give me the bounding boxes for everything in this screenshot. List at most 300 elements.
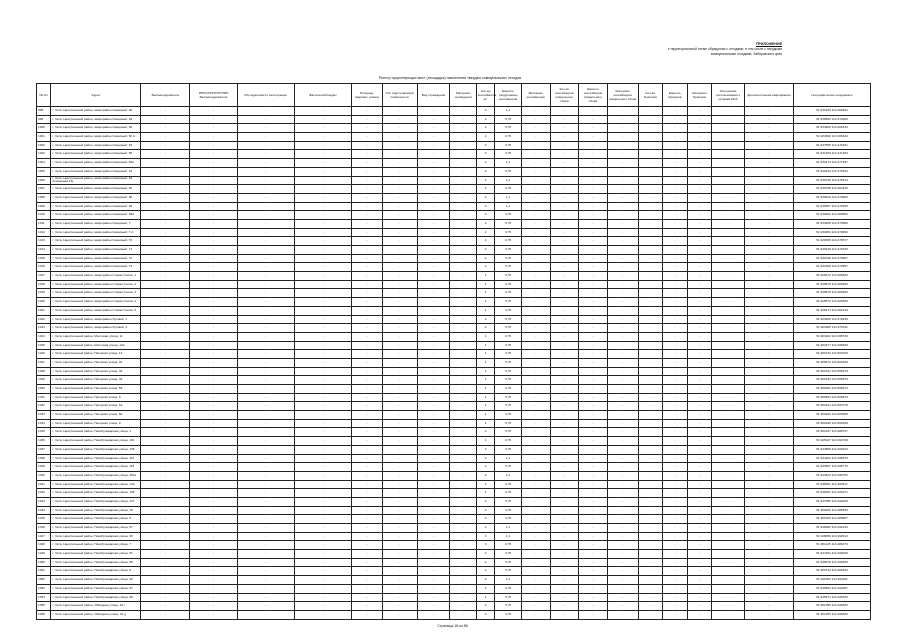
container-volume-cell: 0,75 (495, 506, 522, 515)
container-volume-cell: 0,75 (495, 167, 522, 176)
empty-value-cell: - (417, 367, 450, 376)
table-row (37, 402, 871, 411)
empty-value-cell: - (190, 376, 237, 385)
empty-value-cell: - (712, 541, 745, 550)
empty-value-cell: - (663, 332, 688, 341)
empty-value-cell: - (450, 602, 477, 611)
address-cell: г. Чита, Центральный район, Новобульварная улица, 113 (51, 463, 141, 472)
empty-value-cell: - (294, 332, 351, 341)
empty-value-cell: - (450, 480, 477, 489)
empty-value-cell: - (190, 428, 237, 437)
empty-value-cell: - (450, 558, 477, 567)
row-number: 1045 (37, 515, 51, 524)
empty-value-cell: - (521, 367, 550, 376)
empty-value-cell: - (607, 350, 638, 359)
empty-value-cell: - (687, 506, 712, 515)
empty-value-cell: - (382, 576, 417, 585)
empty-value-cell: - (237, 263, 294, 272)
empty-value-cell: - (550, 167, 579, 176)
row-number: 1041 (37, 480, 51, 489)
empty-value-cell: - (712, 289, 745, 298)
empty-value-cell: - (521, 610, 550, 619)
empty-value-cell: - (744, 324, 793, 333)
empty-value-cell: - (450, 159, 477, 168)
container-volume-cell: 1,1 (495, 576, 522, 585)
container-count-cell: 2 (476, 159, 494, 168)
empty-value-cell: - (638, 541, 663, 550)
empty-value-cell: - (294, 315, 351, 324)
table-row (37, 524, 871, 533)
empty-value-cell: - (579, 176, 608, 185)
empty-value-cell: - (579, 393, 608, 402)
empty-value-cell: - (550, 306, 579, 315)
container-volume-cell: 0,75 (495, 211, 522, 220)
empty-value-cell: - (382, 246, 417, 255)
container-count-cell: 3 (476, 524, 494, 533)
empty-value-cell: - (712, 124, 745, 133)
empty-value-cell: - (382, 419, 417, 428)
container-volume-cell: 0,75 (495, 358, 522, 367)
empty-value-cell: - (550, 532, 579, 541)
empty-value-cell: - (141, 445, 190, 454)
empty-value-cell: - (521, 246, 550, 255)
empty-value-cell: - (521, 332, 550, 341)
empty-value-cell: - (237, 176, 294, 185)
empty-value-cell: - (744, 341, 793, 350)
empty-value-cell: - (352, 506, 383, 515)
table-row (37, 202, 871, 211)
empty-value-cell: - (382, 411, 417, 420)
empty-value-cell: - (744, 141, 793, 150)
empty-value-cell: - (663, 306, 688, 315)
empty-value-cell: - (141, 150, 190, 159)
empty-value-cell: - (638, 332, 663, 341)
address-cell: г. Чита, Центральный район, Нагорная улица, 62 (51, 402, 141, 411)
empty-value-cell: - (638, 402, 663, 411)
empty-value-cell: - (579, 159, 608, 168)
empty-value-cell: - (550, 376, 579, 385)
empty-value-cell: - (638, 419, 663, 428)
empty-value-cell: - (744, 445, 793, 454)
address-cell: г. Чита, Центральный район, Нагорная улица, 14 (51, 350, 141, 359)
empty-value-cell: - (294, 402, 351, 411)
empty-value-cell: - (744, 332, 793, 341)
empty-value-cell: - (579, 515, 608, 524)
empty-value-cell: - (294, 159, 351, 168)
column-header: № п/п (37, 84, 51, 107)
empty-value-cell: - (352, 532, 383, 541)
row-number: 1035 (37, 428, 51, 437)
empty-value-cell: - (294, 541, 351, 550)
row-number: 1043 (37, 497, 51, 506)
table-row (37, 428, 871, 437)
empty-value-cell: - (352, 584, 383, 593)
empty-value-cell: - (607, 315, 638, 324)
empty-value-cell: - (638, 324, 663, 333)
empty-value-cell: - (382, 298, 417, 307)
empty-value-cell: - (521, 202, 550, 211)
empty-value-cell: - (638, 315, 663, 324)
empty-value-cell: - (382, 524, 417, 533)
empty-value-cell: - (352, 385, 383, 394)
empty-value-cell: - (237, 428, 294, 437)
empty-value-cell: - (638, 411, 663, 420)
column-header: ИНН/ОГРН/ОГРНИП Балансодержателя (190, 84, 237, 107)
empty-value-cell: - (521, 159, 550, 168)
empty-value-cell: - (638, 124, 663, 133)
empty-value-cell: - (294, 211, 351, 220)
empty-value-cell: - (744, 202, 793, 211)
empty-value-cell: - (141, 254, 190, 263)
empty-value-cell: - (607, 584, 638, 593)
empty-value-cell: - (382, 289, 417, 298)
empty-value-cell: - (352, 219, 383, 228)
empty-value-cell: - (141, 506, 190, 515)
empty-value-cell: - (712, 576, 745, 585)
empty-value-cell: - (638, 228, 663, 237)
empty-value-cell: - (352, 263, 383, 272)
empty-value-cell: - (638, 141, 663, 150)
empty-value-cell: - (417, 289, 450, 298)
empty-value-cell: - (607, 341, 638, 350)
empty-value-cell: - (237, 289, 294, 298)
empty-value-cell: - (579, 272, 608, 281)
empty-value-cell: - (417, 393, 450, 402)
empty-value-cell: - (607, 463, 638, 472)
empty-value-cell: - (190, 289, 237, 298)
container-volume-cell: 0,75 (495, 584, 522, 593)
table-row (37, 358, 871, 367)
container-volume-cell: 0,75 (495, 219, 522, 228)
empty-value-cell: - (450, 471, 477, 480)
empty-value-cell: - (687, 480, 712, 489)
empty-value-cell: - (607, 550, 638, 559)
empty-value-cell: - (607, 576, 638, 585)
empty-value-cell: - (607, 419, 638, 428)
empty-value-cell: - (141, 211, 190, 220)
coordinates-cell: 51.940215 113.470345 (794, 246, 871, 255)
empty-value-cell: - (352, 610, 383, 619)
coordinates-cell: 51.949051 113.493271 (794, 489, 871, 498)
coordinates-cell: 51.939626 113.470694 (794, 193, 871, 202)
empty-value-cell: - (417, 280, 450, 289)
empty-value-cell: - (417, 237, 450, 246)
empty-value-cell: - (190, 150, 237, 159)
address-cell: г. Чита, Центральный район, микрорайон Луговой, 1 (51, 315, 141, 324)
address-cell: г. Чита, Центральный район, Новобульварная улица, 101 (51, 437, 141, 446)
empty-value-cell: - (352, 358, 383, 367)
empty-value-cell: - (638, 437, 663, 446)
empty-value-cell: - (607, 254, 638, 263)
empty-value-cell: - (687, 237, 712, 246)
empty-value-cell: - (663, 550, 688, 559)
empty-value-cell: - (638, 358, 663, 367)
empty-value-cell: - (663, 219, 688, 228)
empty-value-cell: - (687, 445, 712, 454)
empty-value-cell: - (712, 150, 745, 159)
empty-value-cell: - (663, 576, 688, 585)
empty-value-cell: - (550, 411, 579, 420)
empty-value-cell: - (141, 567, 190, 576)
container-count-cell: 1 (476, 367, 494, 376)
empty-value-cell: - (550, 115, 579, 124)
empty-value-cell: - (190, 411, 237, 420)
container-count-cell: 1 (476, 489, 494, 498)
empty-value-cell: - (450, 385, 477, 394)
column-header: Юр.адрес/место регистрации (237, 84, 294, 107)
empty-value-cell: - (294, 376, 351, 385)
empty-value-cell: - (607, 306, 638, 315)
empty-value-cell: - (638, 306, 663, 315)
empty-value-cell: - (237, 524, 294, 533)
empty-value-cell: - (579, 463, 608, 472)
empty-value-cell: - (141, 602, 190, 611)
empty-value-cell: - (190, 541, 237, 550)
empty-value-cell: - (579, 193, 608, 202)
container-count-cell: 2 (476, 515, 494, 524)
address-cell: г. Чита, Центральный район, Новобульварная улица, 7 (51, 541, 141, 550)
row-number: 1025 (37, 341, 51, 350)
empty-value-cell: - (294, 428, 351, 437)
empty-value-cell: - (663, 193, 688, 202)
empty-value-cell: - (141, 593, 190, 602)
empty-value-cell: - (663, 445, 688, 454)
empty-value-cell: - (744, 480, 793, 489)
empty-value-cell: - (352, 176, 383, 185)
empty-value-cell: - (352, 471, 383, 480)
container-volume-cell: 0,75 (495, 289, 522, 298)
empty-value-cell: - (744, 150, 793, 159)
empty-value-cell: - (237, 272, 294, 281)
empty-value-cell: - (687, 593, 712, 602)
empty-value-cell: - (417, 524, 450, 533)
empty-value-cell: - (382, 506, 417, 515)
container-count-cell: 1 (476, 272, 494, 281)
row-number: 1046 (37, 524, 51, 533)
empty-value-cell: - (382, 306, 417, 315)
empty-value-cell: - (521, 489, 550, 498)
empty-value-cell: - (687, 437, 712, 446)
empty-value-cell: - (712, 376, 745, 385)
empty-value-cell: - (417, 558, 450, 567)
empty-value-cell: - (141, 185, 190, 194)
empty-value-cell: - (417, 272, 450, 281)
empty-value-cell: - (190, 393, 237, 402)
column-header: Тип подстилающей поверхности (382, 84, 417, 107)
empty-value-cell: - (521, 176, 550, 185)
empty-value-cell: - (607, 428, 638, 437)
table-row (37, 115, 871, 124)
empty-value-cell: - (521, 254, 550, 263)
empty-value-cell: - (141, 541, 190, 550)
table-row (37, 185, 871, 194)
container-count-cell: 1 (476, 350, 494, 359)
empty-value-cell: - (352, 228, 383, 237)
empty-value-cell: - (579, 454, 608, 463)
container-count-cell: 4 (476, 480, 494, 489)
empty-value-cell: - (607, 298, 638, 307)
row-number: 1024 (37, 332, 51, 341)
empty-value-cell: - (521, 341, 550, 350)
empty-value-cell: - (352, 193, 383, 202)
empty-value-cell: - (352, 593, 383, 602)
empty-value-cell: - (190, 211, 237, 220)
row-number: 1030 (37, 385, 51, 394)
empty-value-cell: - (579, 289, 608, 298)
empty-value-cell: - (417, 306, 450, 315)
empty-value-cell: - (687, 115, 712, 124)
coordinates-cell: 51.951355 113.496383 (794, 610, 871, 619)
coordinates-cell: 51.923606 113.479436 (794, 315, 871, 324)
empty-value-cell: - (663, 567, 688, 576)
row-number: 1003 (37, 150, 51, 159)
address-cell: г. Чита, Центральный район, Новобульварная улица, 15 (51, 506, 141, 515)
empty-value-cell: - (638, 263, 663, 272)
address-cell: г. Чита, Центральный район, микрорайон Северный, 73 (51, 263, 141, 272)
empty-value-cell: - (579, 489, 608, 498)
empty-value-cell: - (237, 228, 294, 237)
empty-value-cell: - (579, 506, 608, 515)
container-volume-cell: 1,1 (495, 202, 522, 211)
address-cell: г. Чита, Центральный район, микрорайон Старая Сосна, 3 (51, 289, 141, 298)
empty-value-cell: - (579, 480, 608, 489)
container-count-cell: 2 (476, 237, 494, 246)
empty-value-cell: - (237, 324, 294, 333)
empty-value-cell: - (450, 133, 477, 142)
empty-value-cell: - (450, 489, 477, 498)
coordinates-cell: 51.950733 113.500706 (794, 350, 871, 359)
empty-value-cell: - (687, 463, 712, 472)
empty-value-cell: - (190, 324, 237, 333)
empty-value-cell: - (237, 506, 294, 515)
empty-value-cell: - (712, 159, 745, 168)
address-cell: г. Чита, Центральный район, Нагорная улица, 32 (51, 358, 141, 367)
empty-value-cell: - (352, 541, 383, 550)
container-volume-cell: 0,75 (495, 437, 522, 446)
container-count-cell: 4 (476, 567, 494, 576)
row-number: 1054 (37, 593, 51, 602)
empty-value-cell: - (638, 550, 663, 559)
empty-value-cell: - (294, 506, 351, 515)
empty-value-cell: - (744, 358, 793, 367)
empty-value-cell: - (190, 176, 237, 185)
empty-value-cell: - (607, 280, 638, 289)
empty-value-cell: - (638, 515, 663, 524)
table-row (37, 219, 871, 228)
empty-value-cell: - (744, 367, 793, 376)
empty-value-cell: - (141, 124, 190, 133)
address-cell: г. Чита, Центральный район, Новобульварная улица, 143 (51, 480, 141, 489)
empty-value-cell: - (237, 202, 294, 211)
container-count-cell: 3 (476, 532, 494, 541)
empty-value-cell: - (687, 280, 712, 289)
row-number: 1010 (37, 211, 51, 220)
empty-value-cell: - (450, 463, 477, 472)
container-count-cell: 2 (476, 584, 494, 593)
container-volume-cell: 1,1 (495, 454, 522, 463)
empty-value-cell: - (237, 463, 294, 472)
empty-value-cell: - (638, 202, 663, 211)
empty-value-cell: - (141, 263, 190, 272)
empty-value-cell: - (663, 350, 688, 359)
empty-value-cell: - (237, 532, 294, 541)
empty-value-cell: - (607, 593, 638, 602)
table-row (37, 567, 871, 576)
empty-value-cell: - (663, 246, 688, 255)
empty-value-cell: - (638, 393, 663, 402)
empty-value-cell: - (382, 497, 417, 506)
empty-value-cell: - (141, 280, 190, 289)
empty-value-cell: - (687, 489, 712, 498)
empty-value-cell: - (579, 445, 608, 454)
empty-value-cell: - (712, 524, 745, 533)
empty-value-cell: - (417, 550, 450, 559)
empty-value-cell: - (417, 576, 450, 585)
empty-value-cell: - (607, 358, 638, 367)
empty-value-cell: - (712, 471, 745, 480)
empty-value-cell: - (579, 280, 608, 289)
empty-value-cell: - (450, 576, 477, 585)
empty-value-cell: - (663, 402, 688, 411)
empty-value-cell: - (417, 489, 450, 498)
empty-value-cell: - (190, 497, 237, 506)
empty-value-cell: - (294, 167, 351, 176)
empty-value-cell: - (663, 602, 688, 611)
empty-value-cell: - (521, 515, 550, 524)
empty-value-cell: - (417, 298, 450, 307)
table-row (37, 350, 871, 359)
container-count-cell: 2 (476, 167, 494, 176)
empty-value-cell: - (450, 193, 477, 202)
container-count-cell: 1 (476, 411, 494, 420)
empty-value-cell: - (687, 159, 712, 168)
empty-value-cell: - (294, 558, 351, 567)
empty-value-cell: - (638, 219, 663, 228)
empty-value-cell: - (550, 454, 579, 463)
empty-value-cell: - (237, 332, 294, 341)
address-cell: г. Чита, Центральный район, микрорайон Северный, 61 (51, 167, 141, 176)
row-number: 1052 (37, 576, 51, 585)
empty-value-cell: - (450, 107, 477, 116)
empty-value-cell: - (141, 471, 190, 480)
empty-value-cell: - (687, 324, 712, 333)
empty-value-cell: - (638, 576, 663, 585)
empty-value-cell: - (521, 584, 550, 593)
address-cell: г. Чита, Центральный район, микрорайон Северный, 50 А (51, 133, 141, 142)
empty-value-cell: - (450, 185, 477, 194)
address-cell: г. Чита, Центральный район, микрорайон Старая Сосна, 4 (51, 298, 141, 307)
empty-value-cell: - (141, 341, 190, 350)
empty-value-cell: - (417, 254, 450, 263)
row-number: 1009 (37, 202, 51, 211)
row-number: 1053 (37, 584, 51, 593)
table-row (37, 237, 871, 246)
empty-value-cell: - (352, 350, 383, 359)
empty-value-cell: - (237, 515, 294, 524)
empty-value-cell: - (382, 124, 417, 133)
empty-value-cell: - (417, 402, 450, 411)
empty-value-cell: - (663, 367, 688, 376)
empty-value-cell: - (607, 185, 638, 194)
row-number: 998 (37, 107, 51, 116)
empty-value-cell: - (141, 515, 190, 524)
empty-value-cell: - (294, 237, 351, 246)
empty-value-cell: - (352, 141, 383, 150)
empty-value-cell: - (450, 341, 477, 350)
address-cell: г. Чита, Центральный район, Обводная улица, 10 г (51, 602, 141, 611)
container-count-cell: 4 (476, 463, 494, 472)
empty-value-cell: - (579, 358, 608, 367)
